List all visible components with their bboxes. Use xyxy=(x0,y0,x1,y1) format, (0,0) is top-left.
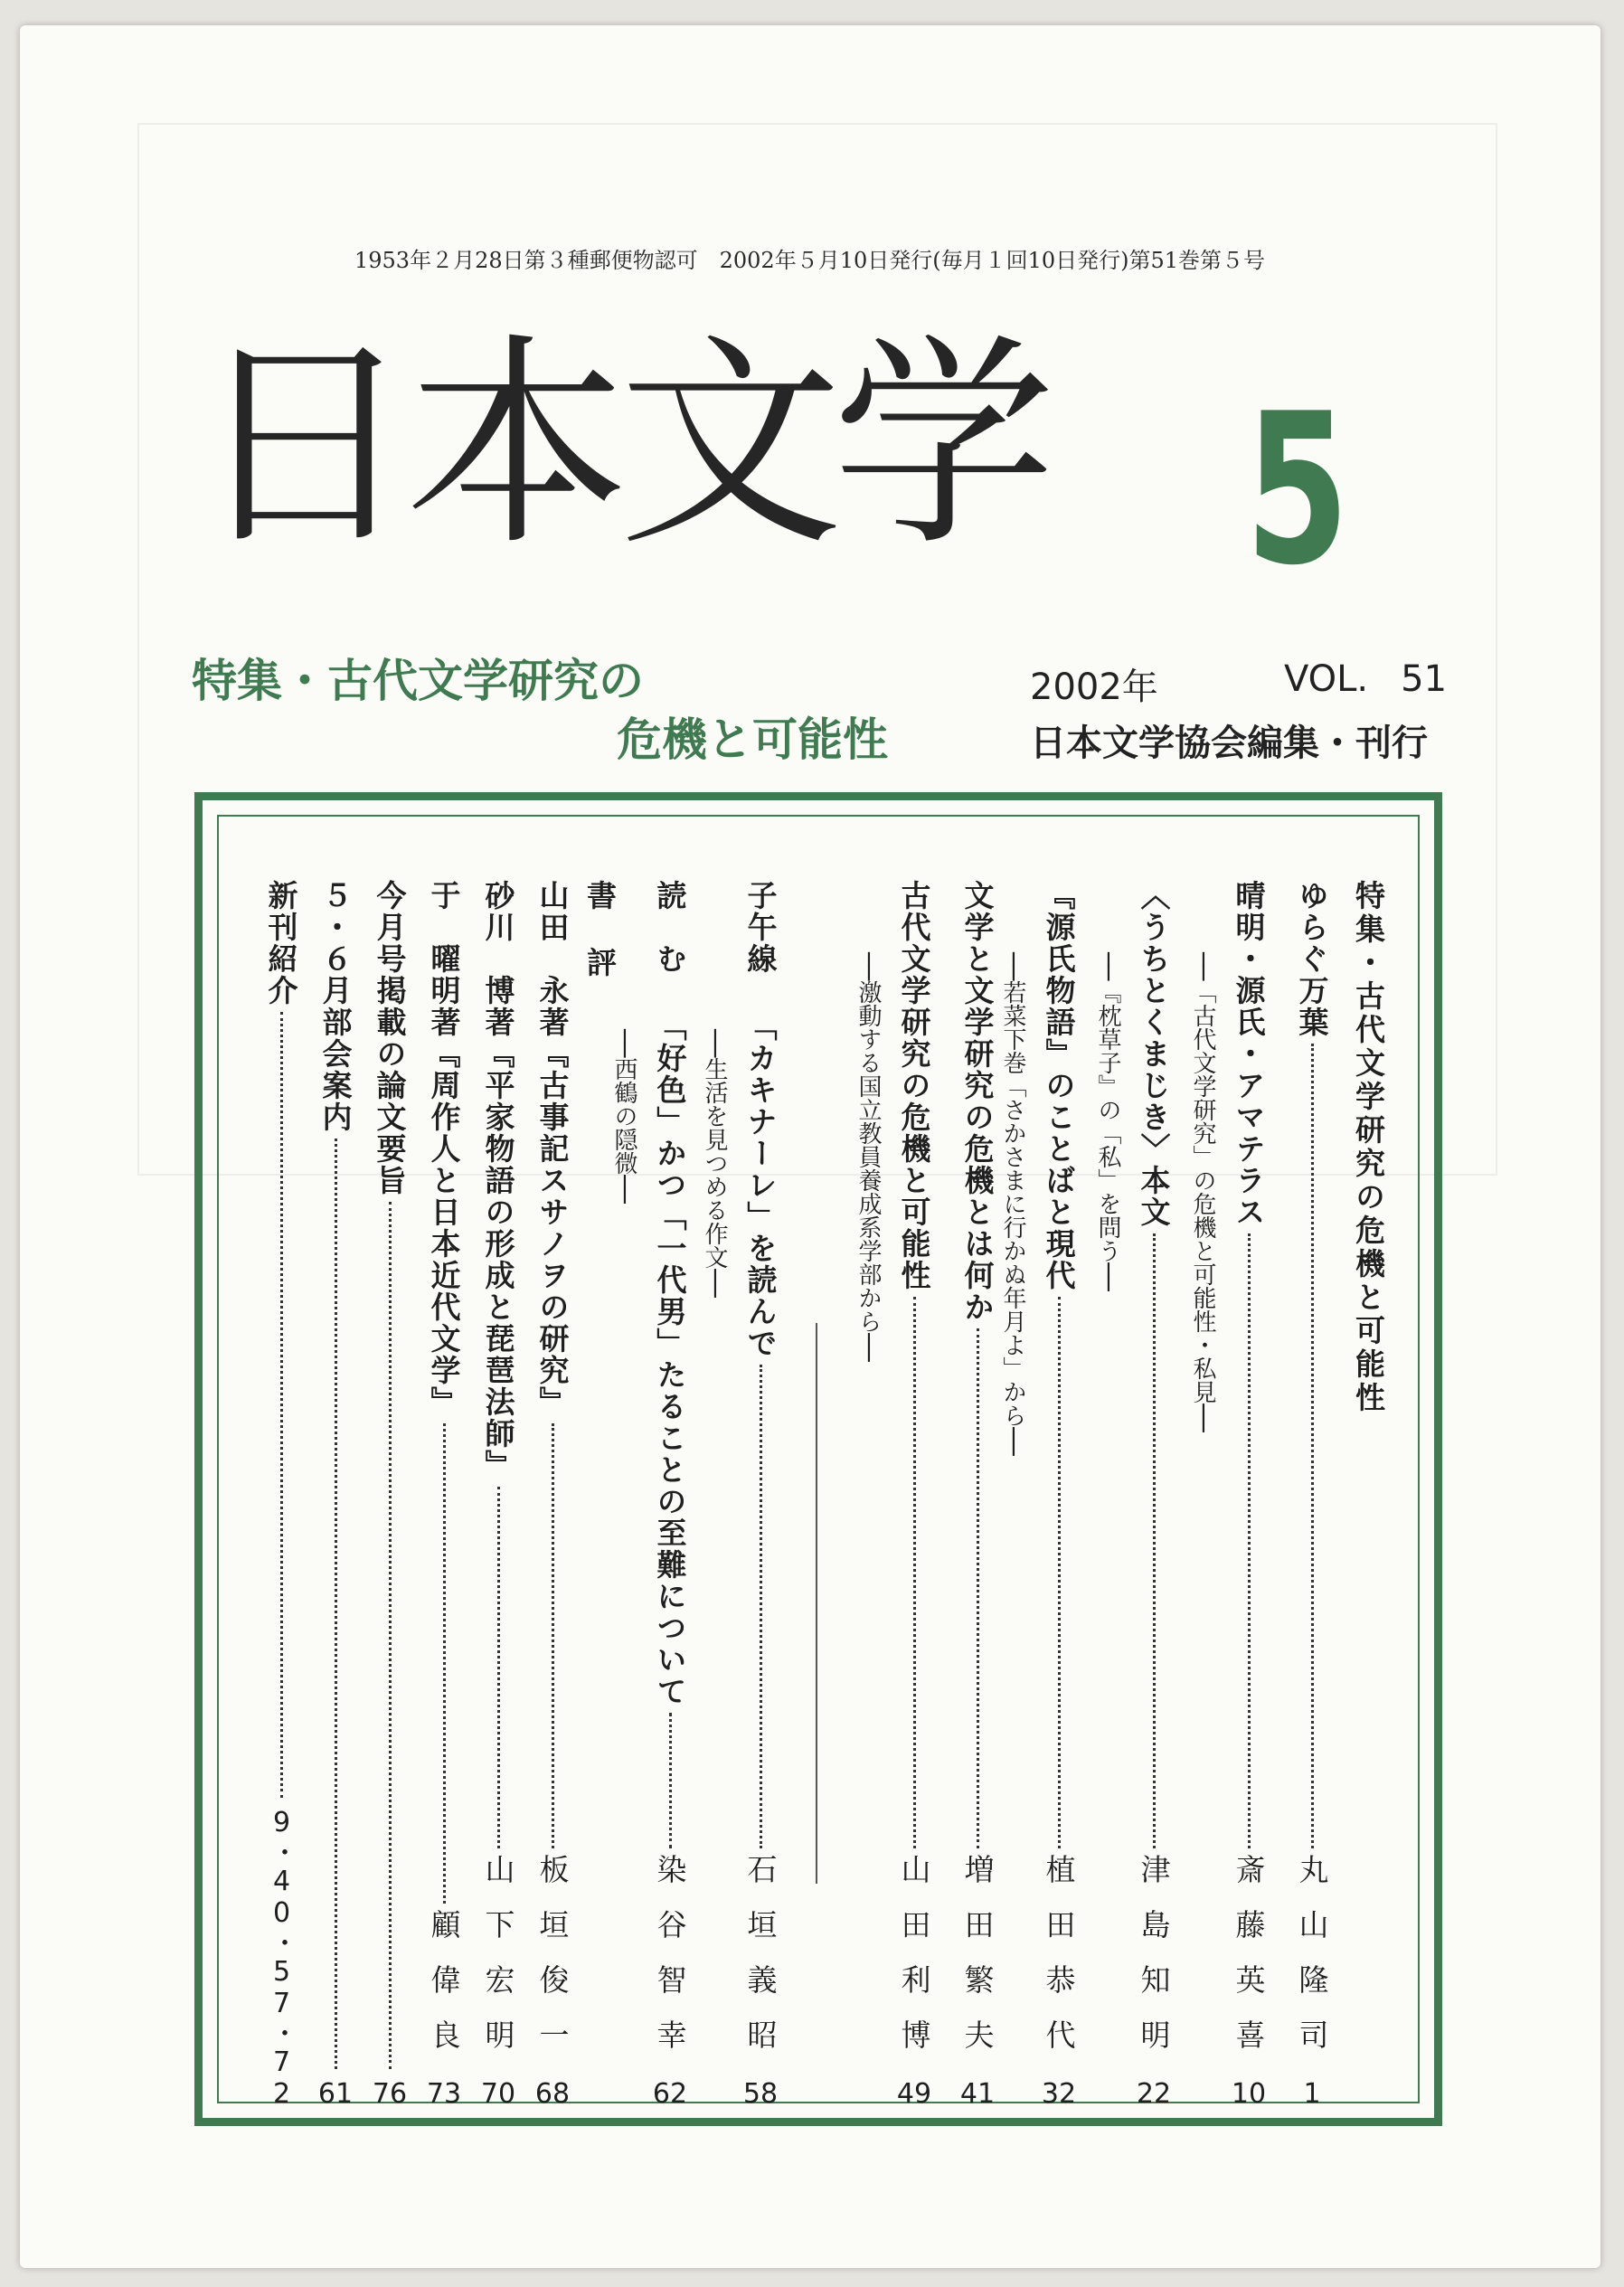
dot-leader xyxy=(1311,1044,1314,1848)
toc-other-entry xyxy=(314,880,357,2110)
toc-entry-shigosen xyxy=(739,880,782,2110)
dot-leader xyxy=(552,1423,554,1848)
toc-entry-page: 58 xyxy=(742,2078,779,2110)
toc-entry-page: 62 xyxy=(652,2078,688,2110)
toc-entry-title: 『源氏物語』のことばと現代 xyxy=(1041,880,1077,1291)
review-book-author: 于 曜明著 xyxy=(426,880,462,1038)
toc-entry-title: 晴明・源氏・アマテラス xyxy=(1231,880,1267,1228)
toc-entry-title xyxy=(534,880,571,1418)
toc-entry-page: 61 xyxy=(317,2078,354,2110)
magazine-cover xyxy=(20,25,1600,2268)
toc-other-entry xyxy=(368,880,411,2110)
toc-entry-title-text: 「好色」かつ「一代男」たることの至難について xyxy=(652,1011,688,1707)
review-book-title: 『平家物語の形成と琵琶法師』 xyxy=(480,1038,516,1481)
toc-entry-author: 染谷智幸 xyxy=(652,1854,688,2074)
toc-entry-page: 10 xyxy=(1231,2078,1267,2110)
review-book-author: 砂川 博著 xyxy=(480,880,516,1038)
publisher: 日本文学協会編集・刊行 xyxy=(1030,723,1428,764)
dot-leader xyxy=(335,1139,337,2069)
toc-entry-page: 76 xyxy=(372,2078,408,2110)
toc-entry xyxy=(1290,880,1334,2110)
section-divider xyxy=(816,1323,817,1884)
dot-leader xyxy=(977,1328,979,1848)
toc-feature-heading: 特集・古代文学研究の危機と可能性 xyxy=(1351,880,1386,1415)
review-book-title: 『古事記スサノヲの研究』 xyxy=(534,1038,571,1418)
toc-entry-title: 今月号掲載の論文要旨 xyxy=(372,880,408,1196)
toc-entry-author: 板垣俊一 xyxy=(534,1854,571,2074)
toc-review-entry xyxy=(422,880,466,2110)
section-label: 読 む xyxy=(652,880,688,975)
toc-entry xyxy=(1132,880,1176,2110)
toc-entry-page: 73 xyxy=(426,2078,462,2110)
toc-entry-author: 山下宏明 xyxy=(480,1854,516,2074)
toc-entry-subtitle: ──激動する国立教員養成系学部から── xyxy=(854,952,882,1362)
toc-entry-title xyxy=(742,880,779,1359)
toc-entry-page: 9・40・57・72 xyxy=(266,1807,297,2110)
toc-entry-author: 増田繁夫 xyxy=(959,1854,996,2074)
toc-entry-subtitle: ──生活を見つめる作文── xyxy=(701,1029,728,1298)
toc-entry-title xyxy=(480,880,516,1481)
feature-title-line-2: 危機と可能性 xyxy=(617,714,888,766)
toc-entry-author: 斎藤英喜 xyxy=(1231,1854,1267,2074)
review-book-author: 山田 永著 xyxy=(534,880,571,1038)
toc-entry-title: 〈うちとくまじき〉本文 xyxy=(1136,880,1172,1228)
magazine-title: 日本文学 xyxy=(192,316,1045,576)
toc-entry-yomu xyxy=(648,880,692,2110)
toc-entry-title xyxy=(426,880,462,1418)
dot-leader xyxy=(280,1012,283,1798)
toc-entry-author: 丸山隆司 xyxy=(1294,1854,1330,2074)
toc-entry-subtitle: ──「古代文学研究」の危機と可能性・私見── xyxy=(1189,952,1216,1432)
dot-leader xyxy=(443,1423,446,1904)
dot-leader xyxy=(497,1487,500,1848)
review-book-title: 『周作人と日本近代文学』 xyxy=(426,1038,462,1418)
dot-leader xyxy=(389,1202,392,2069)
volume-number: 51 xyxy=(1401,658,1448,700)
toc-entry-subtitle: ──『枕草子』の「私」を問う── xyxy=(1094,952,1121,1291)
dot-leader xyxy=(669,1713,672,1848)
toc-entry-title: ５・６月部会案内 xyxy=(317,880,354,1133)
toc-entry-title: 文学と文学研究の危機とは何か xyxy=(959,880,996,1323)
toc-entry-subtitle: ──若菜下巻「さかさまに行かぬ年月よ」から── xyxy=(999,952,1026,1456)
section-label: 子午線 xyxy=(742,880,779,975)
toc-other-entry xyxy=(260,880,303,2110)
toc-entry xyxy=(1037,880,1081,2110)
toc-entry-page: 70 xyxy=(480,2078,516,2110)
toc-entry-author: 植田恭代 xyxy=(1041,1854,1077,2074)
feature-title-line-1: 特集・古代文学研究の xyxy=(192,655,644,707)
toc-entry xyxy=(1227,880,1270,2110)
toc-entry-page: 49 xyxy=(896,2078,932,2110)
volume-label xyxy=(1284,658,1465,700)
toc-entry-title-text: 「カキナーレ」を読んで xyxy=(742,1011,779,1359)
toc-entry xyxy=(956,880,999,2110)
toc-review-entry xyxy=(477,880,520,2110)
toc-entry-subtitle: ──西鶴の隠微── xyxy=(610,1029,637,1204)
toc-entry-title: 古代文学研究の危機と可能性 xyxy=(896,880,932,1291)
publication-year: 2002年 xyxy=(1030,666,1158,708)
toc-entry-author: 石垣義昭 xyxy=(742,1854,779,2074)
toc-entry-author: 山田利博 xyxy=(896,1854,932,2074)
issue-number: 5 xyxy=(1245,370,1350,611)
dot-leader xyxy=(1248,1233,1251,1848)
toc-inner-frame xyxy=(217,815,1420,2110)
toc-entry-page: 41 xyxy=(959,2078,996,2110)
toc-review-entry xyxy=(531,880,574,2110)
toc-shohyo-heading: 書 評 xyxy=(582,880,618,980)
toc-entry-page: 32 xyxy=(1041,2078,1077,2110)
toc-entry xyxy=(892,880,936,2110)
toc-entry-title xyxy=(652,880,688,1707)
table-of-contents xyxy=(194,792,1442,2126)
toc-entry-page: 1 xyxy=(1303,2078,1321,2110)
dot-leader xyxy=(760,1365,762,1848)
postal-registration-line: 1953年２月28日第３種郵便物認可 2002年５月10日発行(毎月１回10日発行)第51巻第５号 xyxy=(354,248,1266,273)
toc-entry-title: 新刊紹介 xyxy=(263,880,299,1006)
toc-entry-author: 顧偉良 xyxy=(426,1909,462,2074)
dot-leader xyxy=(913,1297,916,1848)
volume-prefix: VOL. xyxy=(1284,658,1369,700)
toc-entry-page: 68 xyxy=(534,2078,571,2110)
dot-leader xyxy=(1058,1297,1061,1848)
toc-entry-author: 津島知明 xyxy=(1136,1854,1172,2074)
toc-entry-page: 22 xyxy=(1136,2078,1172,2110)
dot-leader xyxy=(1153,1233,1156,1848)
toc-entry-title: ゆらぐ万葉 xyxy=(1294,880,1330,1038)
